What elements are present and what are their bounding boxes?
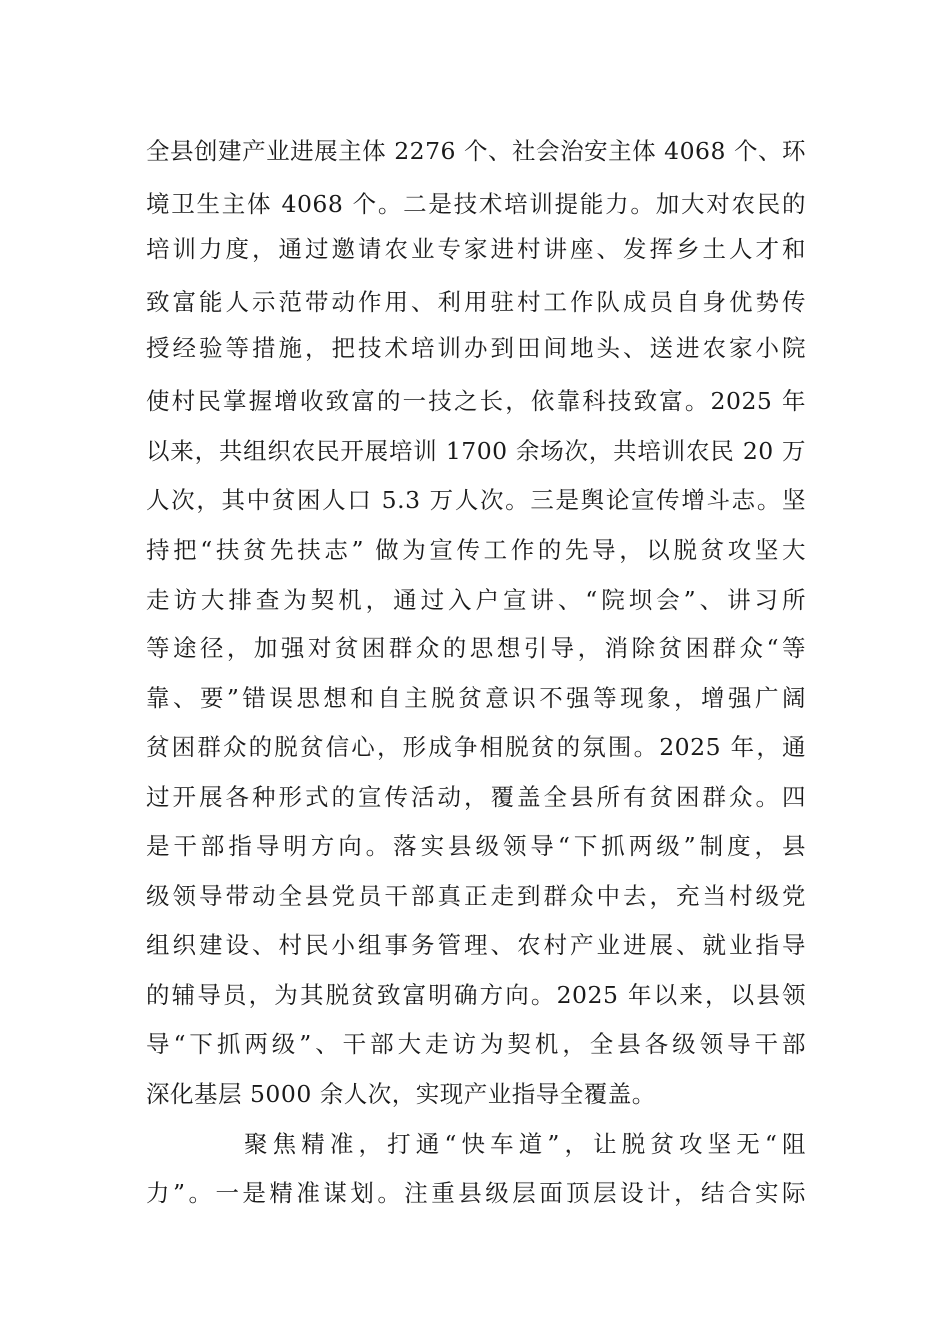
- text-line: 人次，其中贫困人口 5.3 万人次。三是舆论宣传增斗志。坚: [146, 486, 806, 514]
- text-line: 境卫生主体 4068 个。二是技术培训提能力。加大对农民的: [146, 190, 806, 218]
- text-line: 以来，共组织农民开展培训 1700 余场次，共培训农民 20 万: [146, 437, 806, 465]
- paragraph-start-line: 聚焦精准，打通“快车道”，让脱贫攻坚无“阻: [244, 1130, 806, 1158]
- text-line: 导“下抓两级”、干部大走访为契机，全县各级领导干部: [146, 1030, 806, 1058]
- text-line: 深化基层 5000 余人次，实现产业指导全覆盖。: [146, 1080, 656, 1108]
- text-line: 力”。一是精准谋划。注重县级层面顶层设计，结合实际: [146, 1179, 806, 1207]
- text-line: 组织建设、村民小组事务管理、农村产业进展、就业指导: [146, 931, 806, 959]
- text-line: 全县创建产业进展主体 2276 个、社会治安主体 4068 个、环: [146, 137, 806, 165]
- text-line: 过开展各种形式的宣传活动，覆盖全县所有贫困群众。四: [146, 783, 806, 811]
- text-line: 的辅导员，为其脱贫致富明确方向。2025 年以来，以县领: [146, 981, 806, 1009]
- text-line: 使村民掌握增收致富的一技之长，依靠科技致富。2025 年: [146, 387, 806, 415]
- text-line: 走访大排查为契机，通过入户宣讲、“院坝会”、讲习所: [146, 586, 806, 614]
- text-line: 持把“扶贫先扶志” 做为宣传工作的先导，以脱贫攻坚大: [146, 536, 806, 564]
- text-line: 等途径，加强对贫困群众的思想引导，消除贫困群众“等: [146, 634, 806, 662]
- text-line: 贫困群众的脱贫信心，形成争相脱贫的氛围。2025 年，通: [146, 733, 806, 761]
- text-line: 授经验等措施，把技术培训办到田间地头、送进农家小院: [146, 334, 806, 362]
- text-line: 靠、要”错误思想和自主脱贫意识不强等现象，增强广阔: [146, 684, 806, 712]
- text-line: 致富能人示范带动作用、利用驻村工作队成员自身优势传: [146, 288, 806, 316]
- text-line: 培训力度，通过邀请农业专家进村讲座、发挥乡土人才和: [146, 235, 806, 263]
- text-line: 级领导带动全县党员干部真正走到群众中去，充当村级党: [146, 882, 806, 910]
- text-line: 是干部指导明方向。落实县级领导“下抓两级”制度，县: [146, 832, 806, 860]
